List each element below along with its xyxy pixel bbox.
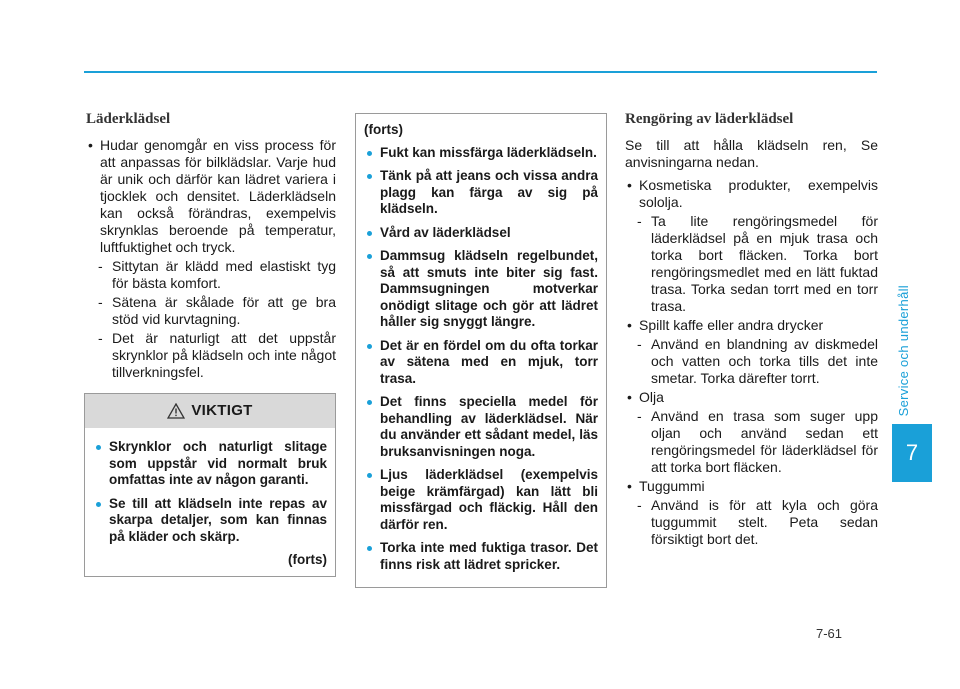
column-leather-cleaning [625,111,878,550]
note-item: Dammsug klädseln regelbundet, så att smuts inte biter sig fast. Dammsugningen motverkar onödigt slitage och gör att lädret håller sig snyggt längre. [364,248,598,331]
chapter-label: Service och underhåll [896,285,911,417]
note-box [355,113,607,588]
warning-item: Skrynklor och naturligt slitage som uppstår vid normalt bruk omfattas inte av någon garanti. [93,439,327,489]
warning-item: Se till att klädseln inte repas av skarpa detaljer, som kan finnas på kläder och skärp. [93,496,327,546]
dash-item: - Använd en blandning av diskmedel och vatten och torka tills det inte smetar. Torka därefter torrt. [625,336,878,387]
note-item: Vård av läderklädsel [364,225,598,242]
bullet-item: • Spillt kaffe eller andra drycker [625,317,878,334]
warning-header [85,394,335,428]
bullet-item: • Hudar genomgår en viss process för att anpassas för bilklädslar. Varje hud är unik och därför kan lädret variera i tjocklek och densitet. Läderklädseln kan också förändras, exempelvis skrynklas beroende på temperatur, luftfuktighet och tryck. [86,137,336,256]
dash-item: - Det är naturligt att det uppstår skrynklor på klädseln och inte något tillverkningsfel. [86,330,336,381]
header-rule [84,71,877,73]
note-item: Det finns speciella medel för behandling av läderklädsel. När du använder ett sådant medel, läs bruksanvisningen noga. [364,394,598,460]
warning-heading: VIKTIGT [191,401,253,419]
note-item: Det är en fördel om du ofta torkar av sätena med en mjuk, torr trasa. [364,338,598,388]
section-title: Rengöring av läderklädsel [625,111,794,127]
dash-item: - Använd en trasa som suger upp oljan och använd sedan ett rengöringsmedel för läderklädsel för att torka bort fläcken. [625,408,878,476]
chapter-number-tab: 7 [892,424,932,482]
note-item: Tänk på att jeans och vissa andra plagg kan färga av sig på klädseln. [364,168,598,218]
dash-item: - Ta lite rengöringsmedel för läderklädsel på en mjuk trasa och torka bort fläcken. Torka bort rengöringsmedlet med en lätt fuktad trasa. Torka sedan torrt med en torr trasa. [625,213,878,315]
note-item: Fukt kan missfärga läderklädseln. [364,145,598,162]
page-number: 7-61 [816,626,843,641]
warning-triangle-icon [167,403,185,419]
note-item: Ljus läderklädsel (exempelvis beige krämfärgad) kan lätt bli missfärgad och fläckig. Håll den därför ren. [364,467,598,533]
bullet-item: • Kosmetiska produkter, exempelvis sololja. [625,177,878,211]
dash-item: - Sittytan är klädd med elastiskt tyg för bästa komfort. [86,258,336,292]
bullet-item: • Olja [625,389,878,406]
warning-box [84,393,336,577]
note-item: Torka inte med fuktiga trasor. Det finns risk att lädret spricker. [364,540,598,573]
bullet-item: • Tuggummi [625,478,878,495]
dash-item: - Sätena är skålade för att ge bra stöd vid kurvtagning. [86,294,336,328]
continued-label: (forts) [288,552,327,567]
intro-text: Se till att hålla klädseln ren, Se anvisningarna nedan. [625,137,878,170]
section-title: Läderklädsel [86,111,171,127]
column-leather-upholstery [86,111,336,383]
continued-label: (forts) [364,122,403,137]
dash-item: - Använd is för att kyla och göra tuggummit stelt. Peta sedan försiktigt bort det. [625,497,878,548]
